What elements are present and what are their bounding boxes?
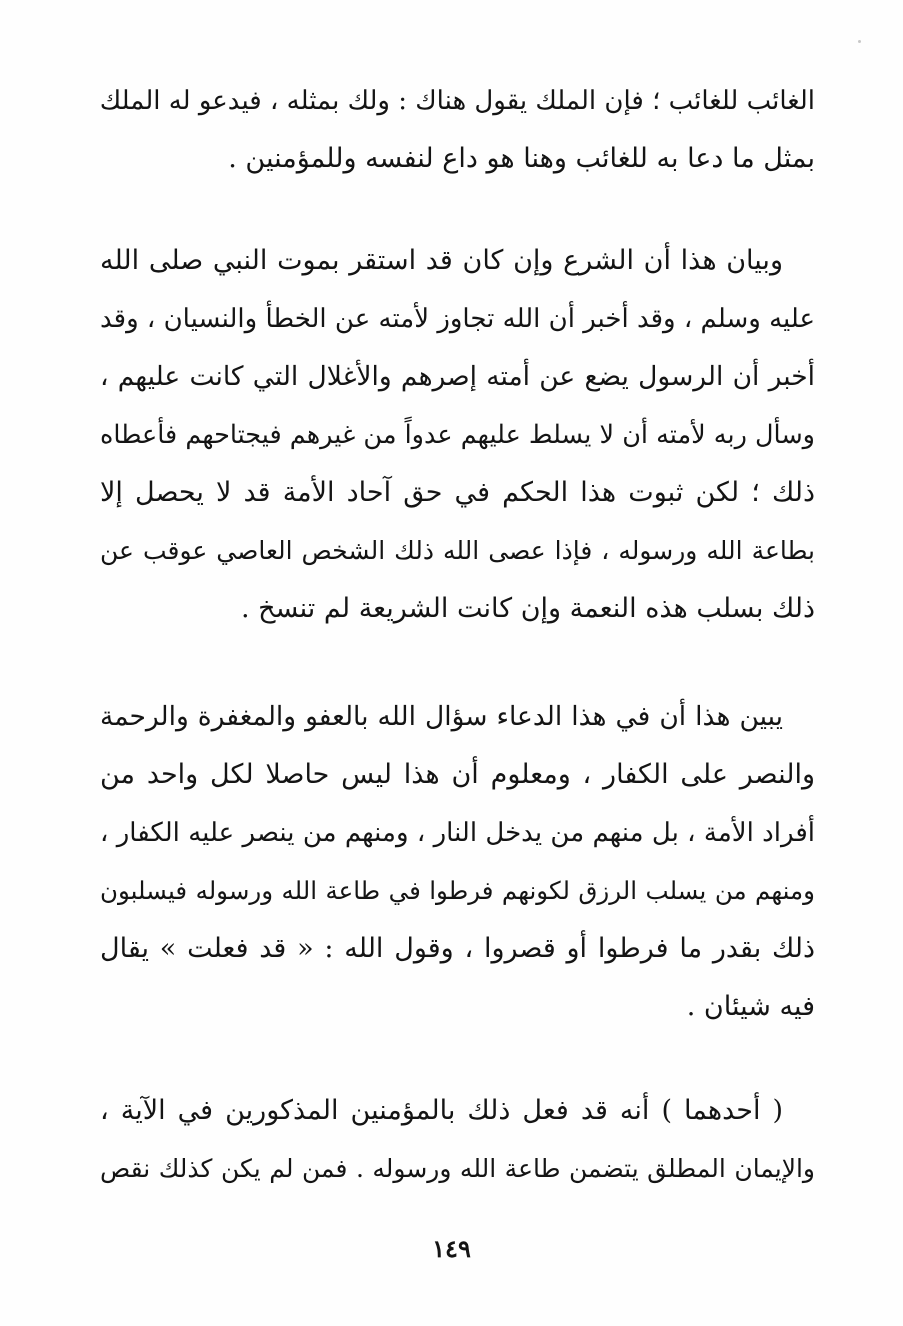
text-line: وبيان هذا أن الشرع وإن كان قد استقر بموت النبي صلى الله [100,245,783,276]
text-line: الغائب للغائب ؛ فإن الملك يقول هناك : ولك بمثله ، فيدعو له الملك [100,86,815,116]
paragraph-4 [100,1082,815,1198]
text-line: بمثل ما دعا به للغائب وهنا هو داع لنفسه وللمؤمنين . [228,143,815,174]
text-line: ذلك بسلب هذه النعمة وإن كانت الشريعة لم تنسخ . [240,593,815,624]
text-line: والنصر على الكفار ، ومعلوم أن هذا ليس حاصلا لكل واحد من [100,759,815,790]
text-line: فيه شيئان . [686,991,815,1022]
text-line: بطاعة الله ورسوله ، فإذا عصى الله ذلك الشخص العاصي عوقب عن [100,536,815,565]
text-line: أفراد الأمة ، بل منهم من يدخل النار ، ومنهم من ينصر عليه الكفار ، [100,818,815,848]
text-line: والإيمان المطلق يتضمن طاعة الله ورسوله . فمن لم يكن كذلك نقص [100,1154,815,1183]
text-line: عليه وسلم ، وقد أخبر أن الله تجاوز لأمته عن الخطأ والنسيان ، وقد [100,304,815,334]
scan-speck [858,40,861,43]
text-line: ( أحدهما ) أنه قد فعل ذلك بالمؤمنين المذكورين في الآية ، [100,1095,783,1126]
text-line: ومنهم من يسلب الرزق لكونهم فرطوا في طاعة الله ورسوله فيسلبون [100,876,815,905]
text-line: أخبر أن الرسول يضع عن أمته إصرهم والأغلال التي كانت عليهم ، [100,361,815,392]
page-number: ١٤٩ [432,1234,471,1263]
paragraph-2 [100,232,815,638]
text-line: ذلك بقدر ما فرطوا أو قصروا ، وقول الله : « قد فعلت » يقال [100,933,815,964]
text-line: وسأل ربه لأمته أن لا يسلط عليهم عدواً من غيرهم فيجتاحهم فأعطاه [100,420,815,450]
paragraph-3 [100,688,815,1036]
text-line: ذلك ؛ لكن ثبوت هذا الحكم في حق آحاد الأمة قد لا يحصل إلا [100,477,815,508]
text-line: يبين هذا أن في هذا الدعاء سؤال الله بالعفو والمغفرة والرحمة [100,701,783,732]
paragraph-1 [100,72,815,188]
